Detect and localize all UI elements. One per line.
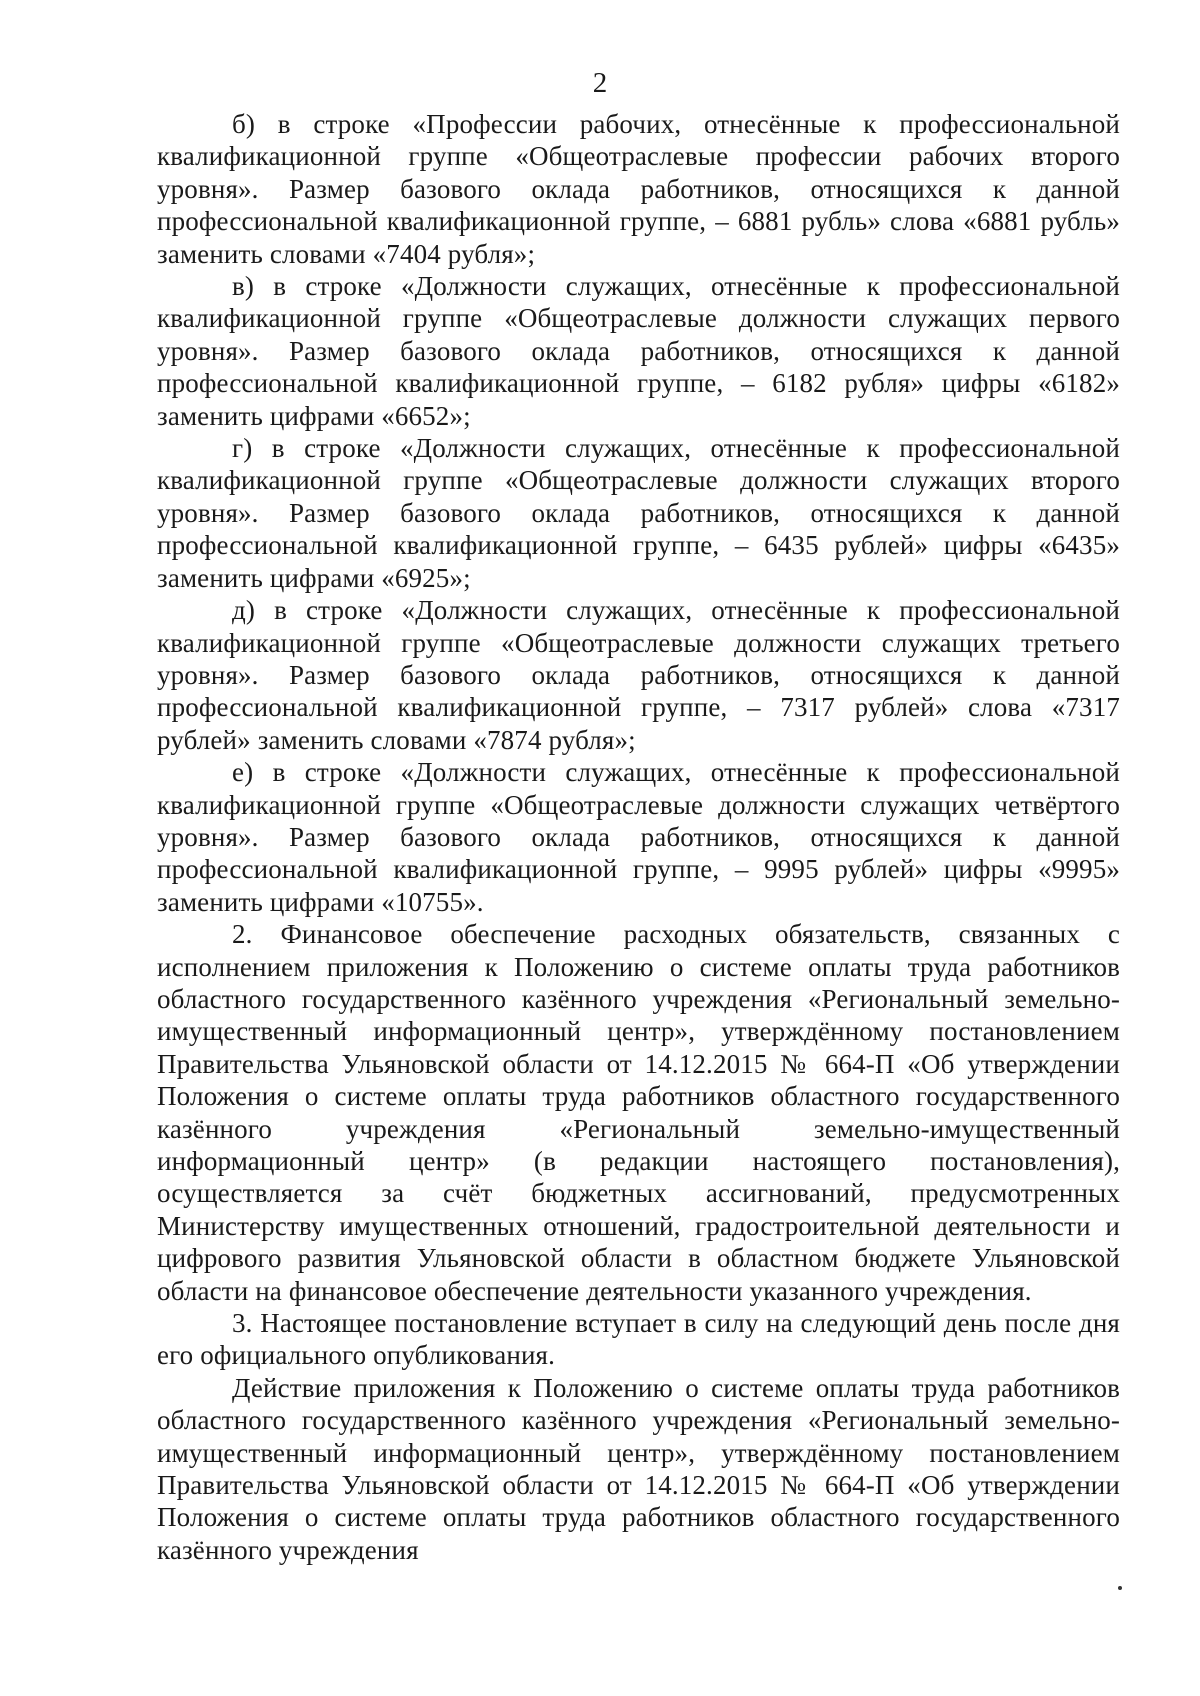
paragraph-item-e: е) в строке «Должности служащих, отнесённые к профессиональной квалификационной группе «Общеотраслевые должности служащих четвёртого уровня». Размер базового оклада работников, относящихся к данной профессиональной квалификационной группе, – 9995 рублей» цифры «9995» заменить цифрами «10755». [157, 757, 1120, 917]
paragraph-effect: Действие приложения к Положению о системе оплаты труда работников областного государственного казённого учреждения «Региональный земельно-имущественный информационный центр», утверждённому постановлением Правительства Ульяновской области от 14.12.2015 № 664-П «Об утверждении Положения о системе оплаты труда работников областного государственного казённого учреждения [157, 1372, 1120, 1565]
paragraph-item-d: д) в строке «Должности служащих, отнесённые к профессиональной квалификационной группе «Общеотраслевые должности служащих третьего уровня». Размер базового оклада работников, относящихся к данной профессиональной квалификационной группе, – 7317 рублей» слова «7317 рублей» заменить словами «7874 рубля»; [157, 595, 1120, 755]
document-body [157, 108, 1120, 1566]
page-number: 2 [592, 67, 608, 99]
paragraph-item-g: г) в строке «Должности служащих, отнесённые к профессиональной квалификационной группе «Общеотраслевые должности служащих второго уровня». Размер базового оклада работников, относящихся к данной профессиональной квалификационной группе, – 6435 рублей» цифры «6435» заменить цифрами «6925»; [157, 433, 1120, 593]
paragraph-item-v: в) в строке «Должности служащих, отнесённые к профессиональной квалификационной группе «Общеотраслевые должности служащих первого уровня». Размер базового оклада работников, относящихся к данной профессиональной квалификационной группе, – 6182 рубля» цифры «6182» заменить цифрами «6652»; [157, 271, 1120, 431]
paragraph-clause-2: 2. Финансовое обеспечение расходных обязательств, связанных с исполнением приложения к Положению о системе оплаты труда работников областного государственного казённого учреждения «Региональный земельно-имущественный информационный центр», утверждённому постановлением Правительства Ульяновской области от 14.12.2015 № 664-П «Об утверждении Положения о системе оплаты труда работников областного государственного казённого учреждения «Региональный земельно-имущественный информационный центр» (в редакции настоящего постановления), осуществляется за счёт бюджетных ассигнований, предусмотренных Министерству имущественных отношений, градостроительной деятельности и цифрового развития Ульяновской области в областном бюджете Ульяновской области на финансовое обеспечение деятельности указанного учреждения. [157, 919, 1120, 1306]
paragraph-item-b: б) в строке «Профессии рабочих, отнесённые к профессиональной квалификационной группе «Общеотраслевые профессии рабочих второго уровня». Размер базового оклада работников, относящихся к данной профессиональной квалификационной группе, – 6881 рубль» слова «6881 рубль» заменить словами «7404 рубля»; [157, 109, 1120, 269]
paragraph-clause-3: 3. Настоящее постановление вступает в силу на следующий день после дня его официального опубликования. [157, 1308, 1120, 1371]
scan-dot-mark [1118, 1586, 1122, 1590]
